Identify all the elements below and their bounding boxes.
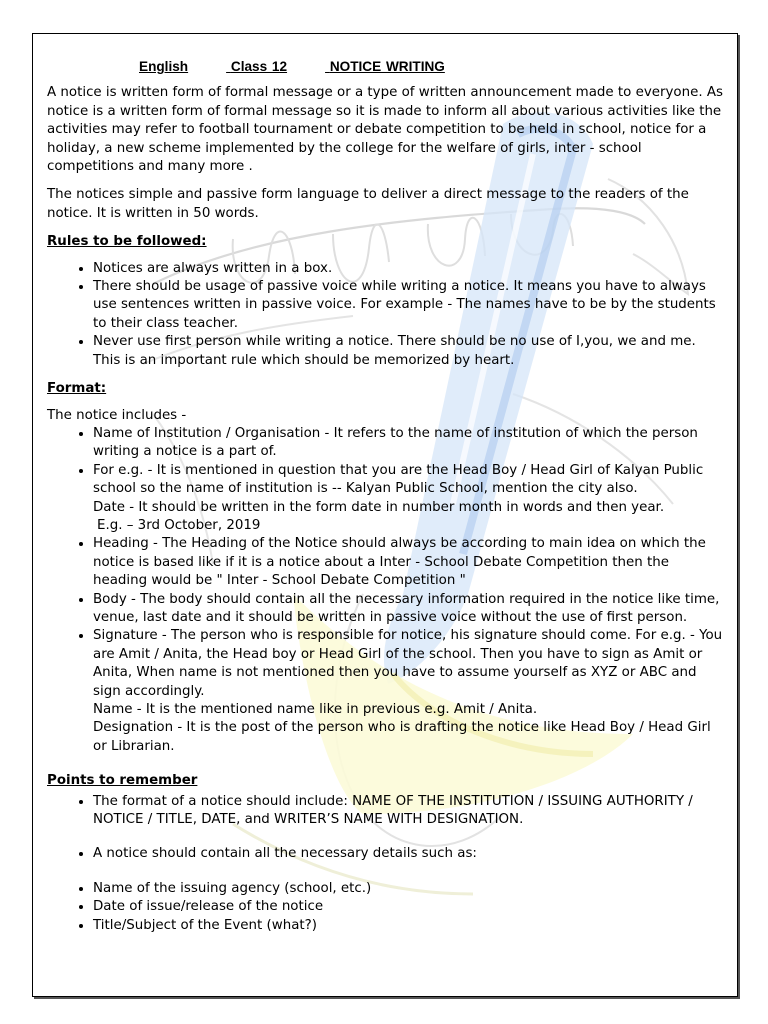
item-text: E.g. – 3rd October, 2019: [97, 517, 261, 533]
list-item: [93, 591, 723, 628]
format-list: [47, 425, 723, 756]
points-heading: Points to remember: [47, 773, 198, 789]
list-item: [93, 535, 723, 590]
list-item: • There should be usage of passive voice while writing a notice. It means you have to always use sentences written in passive voice. For example - The names have to be by the students to their class teacher.: [93, 278, 723, 333]
document-content: [47, 58, 723, 935]
item-text: Name - It is the mentioned name like in previous e.g. Amit / Anita.: [93, 702, 538, 717]
page-frame: [32, 33, 738, 997]
list-item: [93, 627, 723, 756]
list-item: [93, 462, 723, 536]
class-label: Class 12: [230, 59, 288, 74]
list-item: [93, 425, 723, 462]
list-item: • The format of a notice should include: NAME OF THE INSTITUTION / ISSUING AUTHORITY / NOTICE / TITLE, DATE, and WRITER’S NAME WITH DESIGNATION.: [93, 793, 723, 830]
document-title: [139, 58, 723, 76]
list-item: • A notice should contain all the necessary details such as:: [93, 845, 723, 863]
list-item: • Date of issue/release of the notice: [93, 898, 723, 916]
list-item: • Name of the issuing agency (school, etc.): [93, 880, 723, 898]
item-text: Designation - It is the post of the person who is drafting the notice like Head Boy / Head Girl or Librarian.: [93, 720, 711, 754]
item-text: Date - It should be written in the form date in number month in words and then year.: [93, 499, 665, 515]
list-item: • Title/Subject of the Event (what?): [93, 917, 723, 935]
list-item: • Never use first person while writing a notice. There should be no use of I,you, we and me. This is an important rule which should be memorized by heart.: [93, 333, 723, 370]
intro-paragraph-2: The notices simple and passive form language to deliver a direct message to the readers of the notice. It is written in 50 words.: [47, 187, 689, 221]
item-text: For e.g. - It is mentioned in question that you are the Head Boy / Head Girl of Kalyan Public school so the name of institution is -- Kalyan Public School, mention the city also.: [93, 462, 704, 497]
item-text: Name of Institution / Organisation - It refers to the name of institution of which the person writing a notice is a part of.: [93, 425, 698, 460]
item-text: Heading - The Heading of the Notice should always be according to main idea on which the notice is based like if it is a notice about a Inter - School Debate Competition then the heading would be " Inter - School Debate Competition ": [93, 536, 706, 589]
points-list: [47, 793, 723, 935]
topic-label: NOTICE WRITING: [329, 59, 445, 74]
intro-paragraph-1: A notice is written form of formal message or a type of written announcement made to everyone. As notice is a written form of formal message so it is made to inform all about various activities like the activities may refer to football tournament or debate competition to be held in school, notice for a holiday, a new scheme implemented by the college for the welfare of girls, inter - school competitions and many more .: [47, 85, 723, 175]
list-item: • Notices are always written in a box.: [93, 260, 723, 278]
item-text: Signature - The person who is responsible for notice, his signature should come. For e.g. - You are Amit / Anita, the Head boy or Head Girl of the school. Then you have to sign as Amit or Anita, When name is not mentioned then you have to assume yourself as XYZ or ABC and sign accordingly.: [93, 628, 723, 699]
subject-label: English: [139, 59, 189, 74]
item-text: Body - The body should contain all the necessary information required in the notice like time, venue, last date and it should be written in passive voice without the use of first person.: [93, 591, 720, 625]
rules-list: [47, 260, 723, 370]
format-heading: Format:: [47, 381, 107, 397]
format-lead: The notice includes -: [47, 407, 187, 423]
rules-heading: Rules to be followed:: [47, 234, 207, 250]
